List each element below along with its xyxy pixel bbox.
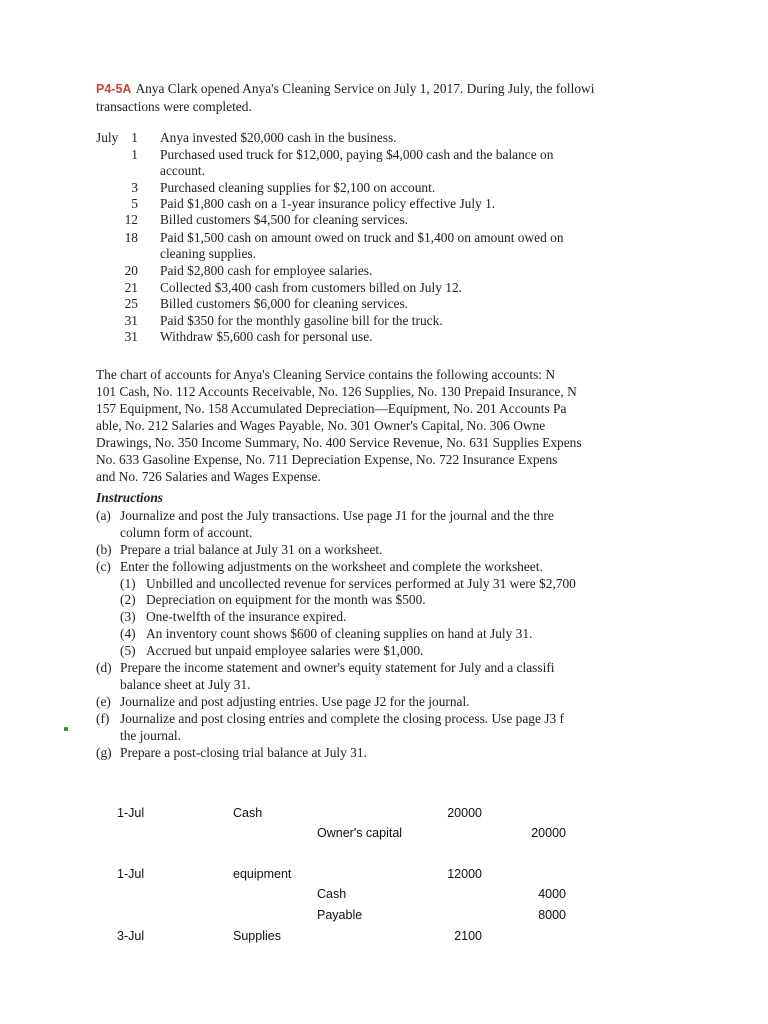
journal-credit-amount: 4000 bbox=[538, 887, 566, 901]
instruction-subitem bbox=[96, 591, 656, 608]
transaction-day: 5 bbox=[131, 196, 138, 211]
transaction-row bbox=[96, 280, 656, 296]
instruction-subitem bbox=[96, 625, 656, 642]
instruction-text: column form of account. bbox=[120, 525, 253, 540]
chart-of-accounts-line: No. 633 Gasoline Expense, No. 711 Depreciation Expense, No. 722 Insurance Expens bbox=[96, 452, 558, 467]
margin-marker bbox=[64, 727, 68, 731]
transaction-description: Purchased used truck for $12,000, paying $4,000 cash and the balance on bbox=[160, 147, 554, 162]
journal-date: 1-Jul bbox=[117, 867, 145, 881]
transaction-description: cleaning supplies. bbox=[160, 246, 256, 261]
instruction-subitem bbox=[96, 575, 656, 592]
transaction-day: 31 bbox=[124, 329, 138, 344]
instruction-line bbox=[96, 744, 656, 761]
instruction-letter: (b) bbox=[96, 542, 112, 557]
instruction-line bbox=[96, 541, 656, 558]
journal-credit-amount: 8000 bbox=[538, 908, 566, 922]
instruction-subitem-number: (5) bbox=[120, 643, 136, 658]
chart-of-accounts-line: able, No. 212 Salaries and Wages Payable, No. 301 Owner's Capital, No. 306 Owne bbox=[96, 418, 546, 433]
transaction-description: Withdraw $5,600 cash for personal use. bbox=[160, 329, 373, 344]
transaction-description: Billed customers $4,500 for cleaning services. bbox=[160, 212, 409, 227]
transaction-row bbox=[96, 130, 656, 146]
instruction-subitem-text: Unbilled and uncollected revenue for services performed at July 31 were $2,700 bbox=[146, 576, 576, 591]
instruction-text: Journalize and post closing entries and complete the closing process. Use page J3 f bbox=[120, 711, 565, 726]
instruction-subitem-number: (1) bbox=[120, 576, 136, 591]
chart-of-accounts-line: 157 Equipment, No. 158 Accumulated Depreciation—Equipment, No. 201 Accounts Pa bbox=[96, 401, 567, 416]
instruction-letter: (c) bbox=[96, 559, 111, 574]
problem-header bbox=[96, 80, 656, 115]
instruction-line bbox=[96, 727, 656, 744]
journal-debit-amount: 20000 bbox=[447, 806, 482, 820]
problem-id: P4-5A bbox=[96, 82, 132, 96]
instruction-subitem-text: One-twelfth of the insurance expired. bbox=[146, 609, 347, 624]
transaction-row bbox=[96, 263, 656, 279]
instruction-line bbox=[96, 659, 656, 676]
instruction-subitem-number: (4) bbox=[120, 626, 136, 641]
instruction-text: balance sheet at July 31. bbox=[120, 677, 251, 692]
instruction-subitem bbox=[96, 642, 656, 659]
journal-credit-amount: 20000 bbox=[531, 826, 566, 840]
transaction-row bbox=[96, 230, 656, 262]
journal-credit-account: Owner's capital bbox=[317, 826, 403, 840]
instruction-text: Enter the following adjustments on the worksheet and complete the worksheet. bbox=[120, 559, 543, 574]
instruction-letter: (d) bbox=[96, 660, 112, 675]
transaction-row bbox=[96, 180, 656, 196]
instruction-text: Journalize and post adjusting entries. Use page J2 for the journal. bbox=[120, 694, 470, 709]
problem-intro-text: Anya Clark opened Anya's Cleaning Service on July 1, 2017. During July, the followi bbox=[135, 81, 595, 96]
journal-debit-account: Supplies bbox=[233, 929, 281, 943]
transaction-day: 20 bbox=[124, 263, 138, 278]
instruction-subitem-text: Depreciation on equipment for the month was $500. bbox=[146, 592, 426, 607]
chart-of-accounts-line: and No. 726 Salaries and Wages Expense. bbox=[96, 469, 321, 484]
instruction-subitem-number: (3) bbox=[120, 609, 136, 624]
problem-intro-line-2: transactions were completed. bbox=[96, 99, 252, 114]
transaction-row bbox=[96, 147, 656, 179]
journal-credit-account: Cash bbox=[317, 887, 347, 901]
chart-of-accounts-line: 101 Cash, No. 112 Accounts Receivable, No. 126 Supplies, No. 130 Prepaid Insurance, N bbox=[96, 384, 577, 399]
instruction-letter: (g) bbox=[96, 745, 112, 760]
transaction-day: 25 bbox=[124, 296, 138, 311]
transaction-description: Purchased cleaning supplies for $2,100 on account. bbox=[160, 180, 436, 195]
transaction-description: Paid $2,800 cash for employee salaries. bbox=[160, 263, 373, 278]
transaction-description: Paid $1,800 cash on a 1-year insurance policy effective July 1. bbox=[160, 196, 496, 211]
instructions-title: Instructions bbox=[96, 490, 163, 505]
transaction-description: Billed customers $6,000 for cleaning services. bbox=[160, 296, 409, 311]
journal-date: 1-Jul bbox=[117, 806, 145, 820]
transaction-day: 21 bbox=[124, 280, 138, 295]
instruction-letter: (f) bbox=[96, 711, 110, 726]
transaction-month: July bbox=[96, 130, 119, 145]
instruction-line bbox=[96, 693, 656, 710]
transaction-day: 1 bbox=[131, 130, 138, 145]
journal-date: 3-Jul bbox=[117, 929, 145, 943]
instruction-text: Prepare the income statement and owner's equity statement for July and a classifi bbox=[120, 660, 555, 675]
instruction-subitem-text: An inventory count shows $600 of cleaning supplies on hand at July 31. bbox=[146, 626, 533, 641]
transaction-row bbox=[96, 196, 656, 212]
instruction-line bbox=[96, 524, 656, 541]
transaction-row bbox=[96, 296, 656, 312]
transaction-description: Anya invested $20,000 cash in the business. bbox=[160, 130, 397, 145]
transaction-row bbox=[96, 313, 656, 329]
journal-debit-amount: 12000 bbox=[447, 867, 482, 881]
instruction-subitem bbox=[96, 608, 656, 625]
instruction-subitem-number: (2) bbox=[120, 592, 136, 607]
transaction-description: Paid $1,500 cash on amount owed on truck and $1,400 on amount owed on bbox=[160, 230, 564, 245]
instruction-line bbox=[96, 558, 656, 575]
transaction-row bbox=[96, 329, 656, 345]
journal-debit-account: Cash bbox=[233, 806, 263, 820]
chart-of-accounts-paragraph bbox=[96, 366, 656, 485]
transaction-day: 31 bbox=[124, 313, 138, 328]
instruction-subitem-text: Accrued but unpaid employee salaries were $1,000. bbox=[146, 643, 424, 658]
instruction-letter: (e) bbox=[96, 694, 111, 709]
chart-of-accounts-line: The chart of accounts for Anya's Cleaning Service contains the following accounts: N bbox=[96, 367, 556, 382]
transaction-day: 3 bbox=[131, 180, 138, 195]
transaction-day: 18 bbox=[124, 230, 138, 245]
problem-intro-line-1 bbox=[96, 80, 656, 98]
transaction-description: account. bbox=[160, 163, 205, 178]
instruction-text: Journalize and post the July transactions. Use page J1 for the journal and the thre bbox=[120, 508, 554, 523]
journal-debit-amount: 2100 bbox=[454, 929, 482, 943]
journal-credit-account: Payable bbox=[317, 908, 363, 922]
transaction-day: 1 bbox=[131, 147, 138, 162]
instruction-text: Prepare a post-closing trial balance at July 31. bbox=[120, 745, 367, 760]
instruction-text: Prepare a trial balance at July 31 on a worksheet. bbox=[120, 542, 383, 557]
transaction-row bbox=[96, 212, 656, 228]
instruction-text: the journal. bbox=[120, 728, 181, 743]
instruction-line bbox=[96, 676, 656, 693]
transaction-description: Collected $3,400 cash from customers billed on July 12. bbox=[160, 280, 462, 295]
instruction-letter: (a) bbox=[96, 508, 111, 523]
instruction-line bbox=[96, 507, 656, 524]
transaction-description: Paid $350 for the monthly gasoline bill for the truck. bbox=[160, 313, 443, 328]
chart-of-accounts-line: Drawings, No. 350 Income Summary, No. 400 Service Revenue, No. 631 Supplies Expens bbox=[96, 435, 582, 450]
instruction-line bbox=[96, 710, 656, 727]
transaction-day: 12 bbox=[124, 212, 138, 227]
journal-debit-account: equipment bbox=[233, 867, 292, 881]
